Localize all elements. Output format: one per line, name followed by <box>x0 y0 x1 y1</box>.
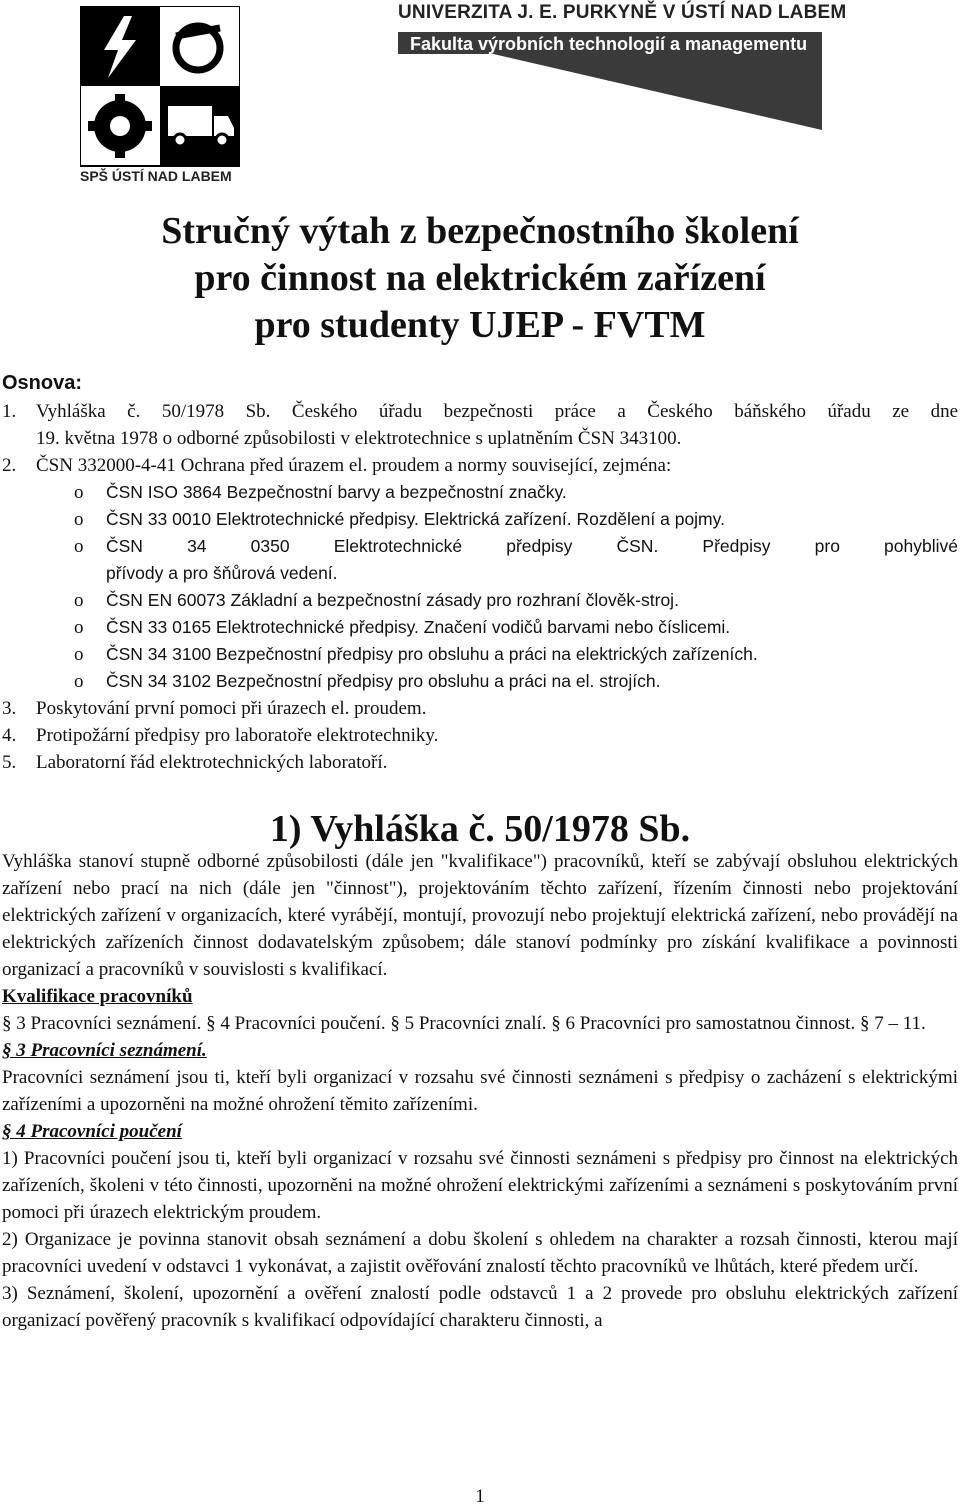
title-line-2: pro činnost na elektrickém zařízení <box>194 257 766 299</box>
logo-caption: SPŠ ÚSTÍ NAD LABEM <box>80 168 232 184</box>
outline-item-1: 1. Vyhláška č. 50/1978 Sb. Českého úřadu bezpečnosti práce a Českého báňského úřadu ze dne <box>2 401 958 422</box>
title-line-3: pro studenty UJEP - FVTM <box>254 304 706 346</box>
document-title <box>0 208 960 349</box>
university-name: UNIVERZITA J. E. PURKYNĚ V ÚSTÍ NAD LABEM <box>398 2 847 23</box>
outline-item-1-cont: 19. května 1978 o odborné způsobilosti v elektrotechnice s uplatněním ČSN 343100. <box>36 428 682 449</box>
par3-text: Pracovníci seznámení jsou ti, kteří byli organizací v rozsahu své činnosti seznámeni s předpisy o zacházení s elektrickými zařízeními a upozorněni na možné ohrožení těmito zařízeními. <box>2 1067 958 1115</box>
sub-item-1: o ČSN ISO 3864 Bezpečnostní barvy a bezpečnostní značky. <box>74 482 567 503</box>
par4-heading: § 4 Pracovníci poučení <box>2 1121 182 1142</box>
faculty-name: Fakulta výrobních technologií a managementu <box>410 34 808 54</box>
sub-item-3-cont: přívody a pro šňůrová vedení. <box>106 563 338 583</box>
par3-heading: § 3 Pracovníci seznámení. <box>2 1040 207 1061</box>
sub-item-3: o ČSN 34 0350 Elektrotechnické předpisy ČSN. Předpisy pro pohyblivé <box>74 536 958 557</box>
kvalifikace-heading: Kvalifikace pracovníků <box>2 986 193 1007</box>
kvalifikace-list: § 3 Pracovníci seznámení. § 4 Pracovníci poučení. § 5 Pracovníci znalí. § 6 Pracovníci pro samostatnou činnost. § 7 – 11. <box>2 1013 926 1034</box>
page-number: 1 <box>475 1486 485 1507</box>
school-logo <box>80 6 240 184</box>
sub-item-4: o ČSN EN 60073 Základní a bezpečnostní zásady pro rozhraní člověk-stroj. <box>74 590 679 611</box>
outline-item-2: 2. ČSN 332000-4-41 Ochrana před úrazem el. proudem a normy související, zejména: <box>2 455 672 476</box>
outline-item-5: 5. Laboratorní řád elektrotechnických laboratoří. <box>2 752 388 773</box>
intro-paragraph: Vyhláška stanoví stupně odborné způsobilosti (dále jen "kvalifikace") pracovníků, kteří se zabývají obsluhou elektrických zařízení nebo prací na nich (dále jen "činnost"), projektováním těchto zařízení, řízením činnosti nebo projektování elektrických zařízení v organizacích, které vyrábějí, montují, provozují nebo projektují elektrická zařízení, nebo provádějí na elektrických zařízeních činnost dodavatelským způsobem; dále stanoví podmínky pro získání kvalifikace a povinnosti organizací a pracovníků v souvislosti s kvalifikací. <box>2 851 958 980</box>
sub-item-5: o ČSN 33 0165 Elektrotechnické předpisy. Značení vodičů barvami nebo číslicemi. <box>74 617 731 638</box>
par4-clause-3: 3) Seznámení, školení, upozornění a ověření znalostí podle odstavců 1 a 2 provede pro obsluhu elektrických zařízení organizací pověřený pracovník s kvalifikací odpovídající charakteru činnosti, a <box>2 1283 958 1331</box>
outline-item-3: 3. Poskytování první pomoci při úrazech el. proudem. <box>2 698 427 719</box>
outline-heading: Osnova: <box>2 372 83 394</box>
outline-item-4: 4. Protipožární předpisy pro laboratoře elektrotechniky. <box>2 725 439 746</box>
section-heading: 1) Vyhláška č. 50/1978 Sb. <box>269 808 691 850</box>
par4-clause-1: 1) Pracovníci poučení jsou ti, kteří byli organizací v rozsahu své činnosti seznámeni s předpisy pro činnost na elektrických zařízeních, školeni v této činnosti, upozorněni na možné ohrožení elektrickými zařízeními a seznámeni s poskytováním první pomoci při úrazech elektrickým proudem. <box>2 1148 958 1223</box>
sub-item-2: o ČSN 33 0010 Elektrotechnické předpisy. Elektrická zařízení. Rozdělení a pojmy. <box>74 509 725 530</box>
par4-clause-2: 2) Organizace je povinna stanovit obsah seznámení a dobu školení s ohledem na charakter a rozsah činnosti, kterou mají pracovníci uvedení v odstavci 1 vykonávat, a zajistit ověřování znalostí těchto pracovníků ve lhůtách, které předem určí. <box>2 1229 958 1277</box>
sub-item-7: o ČSN 34 3102 Bezpečnostní předpisy pro obsluhu a práci na el. strojích. <box>74 671 661 692</box>
outline <box>2 368 958 776</box>
sub-item-6: o ČSN 34 3100 Bezpečnostní předpisy pro obsluhu a práci na elektrických zařízeních. <box>74 644 758 665</box>
section-body <box>2 848 958 1334</box>
title-line-1: Stručný výtah z bezpečnostního školení <box>161 210 799 252</box>
